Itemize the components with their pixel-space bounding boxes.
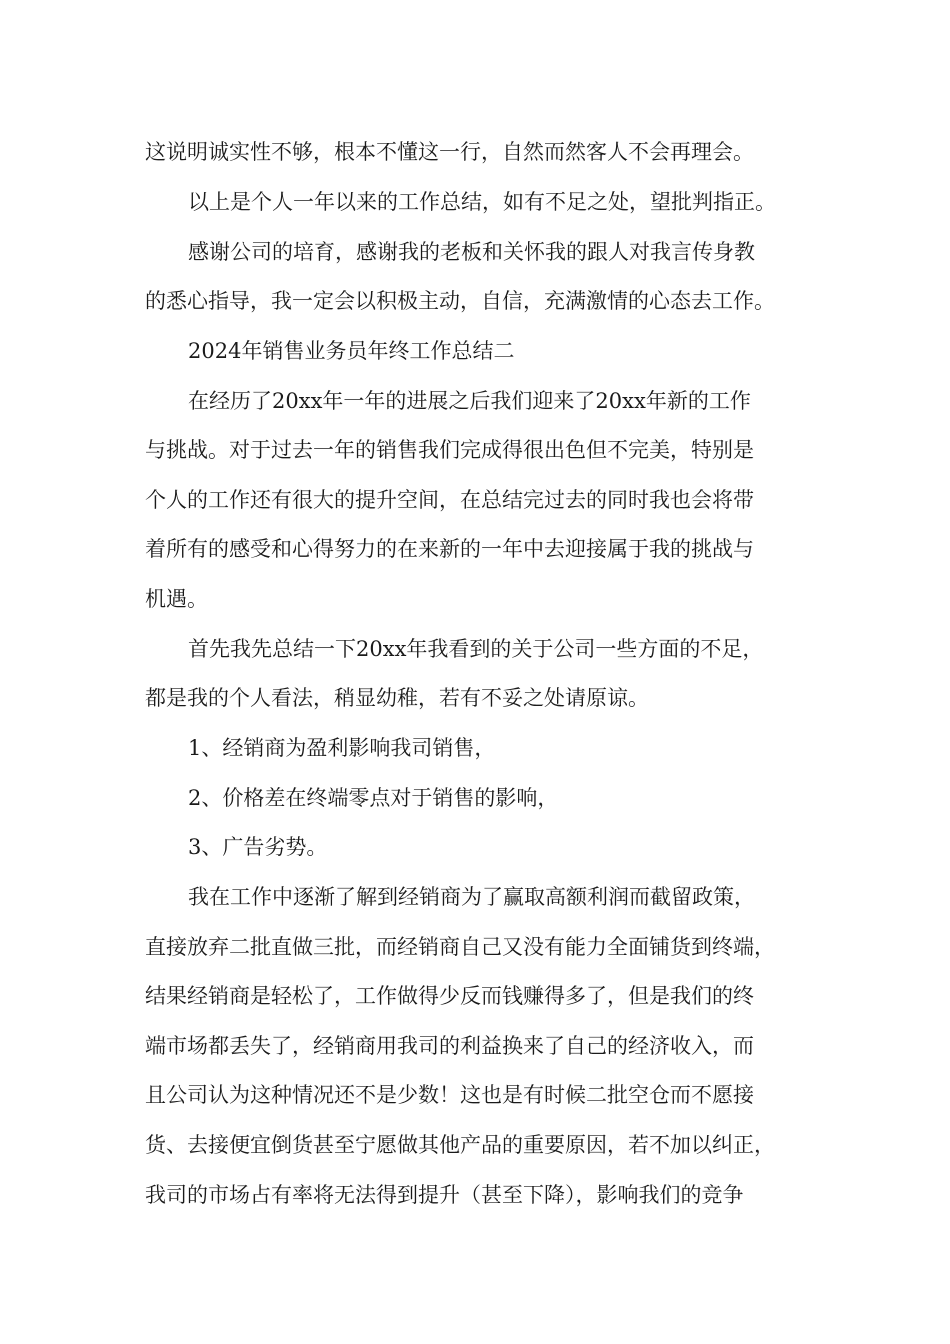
text-line: 与挑战。对于过去一年的销售我们完成得很出色但不完美，特别是 — [145, 438, 754, 462]
list-item: 2、价格差在终端零点对于销售的影响， — [188, 786, 559, 810]
text-line: 我在工作中逐渐了解到经销商为了赢取高额利润而截留政策， — [188, 885, 755, 909]
text-line: 机遇。 — [145, 587, 208, 611]
list-item: 1、经销商为盈利影响我司销售， — [188, 736, 496, 760]
text-line: 且公司认为这种情况还不是少数！这也是有时候二批空仓而不愿接 — [145, 1083, 754, 1107]
text-line: 个人的工作还有很大的提升空间，在总结完过去的同时我也会将带 — [145, 488, 754, 512]
text-line: 感谢公司的培育，感谢我的老板和关怀我的跟人对我言传身教 — [188, 240, 755, 264]
text-line: 我司的市场占有率将无法得到提升（甚至下降），影响我们的竞争 — [145, 1183, 744, 1207]
text-line: 结果经销商是轻松了，工作做得少反而钱赚得多了，但是我们的终 — [145, 984, 754, 1008]
text-line: 都是我的个人看法，稍显幼稚，若有不妥之处请原谅。 — [145, 686, 649, 710]
section-heading: 2024年销售业务员年终工作总结二 — [188, 339, 515, 363]
text-line: 以上是个人一年以来的工作总结，如有不足之处，望批判指正。 — [188, 190, 776, 214]
text-line: 着所有的感受和心得努力的在来新的一年中去迎接属于我的挑战与 — [145, 537, 754, 561]
text-line: 首先我先总结一下20xx年我看到的关于公司一些方面的不足， — [188, 637, 764, 661]
text-line: 这说明诚实性不够，根本不懂这一行，自然而然客人不会再理会。 — [145, 140, 754, 164]
list-item: 3、广告劣势。 — [188, 835, 328, 859]
text-line: 货、去接便宜倒货甚至宁愿做其他产品的重要原因，若不加以纠正， — [145, 1133, 775, 1157]
text-line: 在经历了20xx年一年的进展之后我们迎来了20xx年新的工作 — [188, 389, 751, 413]
text-line: 的悉心指导，我一定会以积极主动，自信，充满激情的心态去工作。 — [145, 289, 775, 313]
text-line: 端市场都丢失了，经销商用我司的利益换来了自己的经济收入，而 — [145, 1034, 754, 1058]
text-line: 直接放弃二批直做三批，而经销商自己又没有能力全面铺货到终端， — [145, 935, 775, 959]
